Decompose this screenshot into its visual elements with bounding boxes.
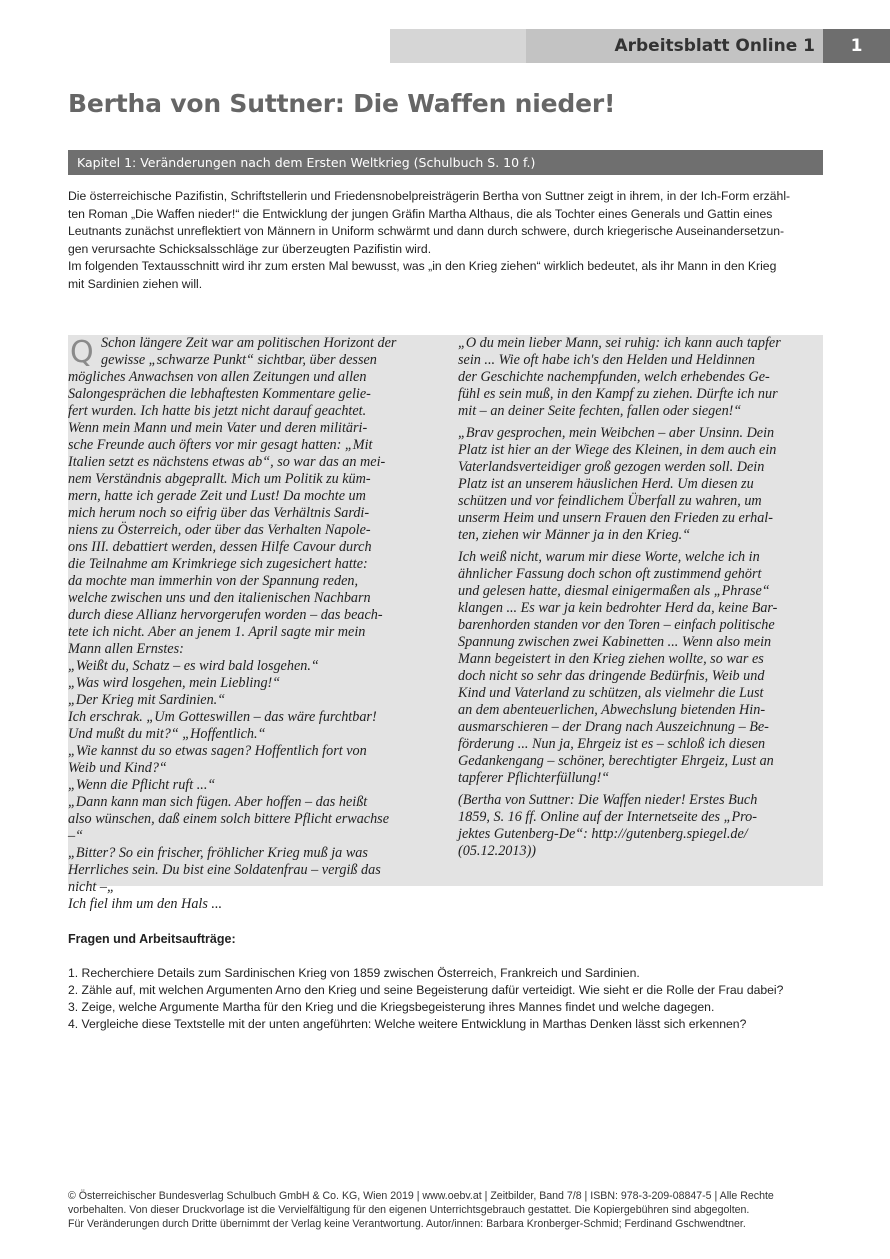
- quote-line: ähnlicher Fassung doch schon oft zustimmend gehört: [458, 566, 762, 582]
- quote-line: Spannung zwischen zwei Kabinetten ... Wenn also mein: [458, 634, 772, 650]
- dialogue-line: „Der Krieg mit Sardinien.“: [68, 692, 226, 708]
- quote-line: also wünschen, daß einem solch bittere Pflicht erwachse: [68, 811, 389, 827]
- quote-line: mit – an deiner Seite fechten, fallen oder siegen!“: [458, 403, 742, 419]
- quote-line: 1859, S. 16 ff. Online auf der Internetseite des „Pro-: [458, 809, 757, 825]
- question-item: 1. Recherchiere Details zum Sardinischen Krieg von 1859 zwischen Österreich, Frankreich und Sardinien.: [68, 966, 640, 980]
- quote-line: unserm Heim und unsern Frauen den Frieden zu erhal-: [458, 510, 773, 526]
- quote-line: Ich erschrak. „Um Gotteswillen – das wäre furchtbar!: [68, 709, 377, 725]
- questions-heading: Fragen und Arbeitsaufträge:: [68, 932, 236, 946]
- chapter-heading: Kapitel 1: Veränderungen nach dem Ersten Weltkrieg (Schulbuch S. 10 f.): [68, 150, 823, 175]
- quote-paragraph: [458, 549, 819, 787]
- quote-line: schützen und vor feindlichem Überfall zu wahren, um: [458, 493, 762, 509]
- intro-line: mit Sardinien ziehen will.: [68, 276, 203, 291]
- quote-line: Vaterlandsverteidiger groß gezogen werden soll. Dein: [458, 459, 765, 475]
- footer-line: © Österreichischer Bundesverlag Schulbuch GmbH & Co. KG, Wien 2019 | www.oebv.at | Zeitbilder, Band 7/8 | ISBN: 978-3-209-08847-5 | Alle Rechte: [68, 1190, 774, 1202]
- quote-line: Weib und Kind?“: [68, 760, 167, 776]
- quote-line: und gelesen hatte, diesmal einigermaßen als „Phrase“: [458, 583, 770, 599]
- quote-line: (Bertha von Suttner: Die Waffen nieder! Erstes Buch: [458, 792, 758, 808]
- source-quote-box: [68, 335, 823, 912]
- quote-line: klangen ... Es war ja kein bedrohter Herd da, keine Bar-: [458, 600, 778, 616]
- quote-column-left: [68, 335, 432, 913]
- quote-line: tete ich nicht. Aber an jenem 1. April sagte mir mein: [68, 624, 366, 640]
- quote-line: Italien setzt es nächstens etwas ab“, so war das an mei-: [68, 454, 386, 470]
- quote-drop-cap: Q: [70, 335, 94, 370]
- quote-line: welche zwischen uns und den italienischen Nachbarn: [68, 590, 371, 606]
- quote-line: barenhorden standen vor den Toren – einfach politische: [458, 617, 775, 633]
- quote-line: Gedankengang – schöner, berechtigter Ehrgeiz, Lust an: [458, 753, 774, 769]
- dialogue-line: [68, 794, 432, 845]
- quote-line: Herrliches sein. Du bist eine Soldatenfrau – vergiß das: [68, 862, 381, 878]
- intro-line: ten Roman „Die Waffen nieder!“ die Entwicklung der jungen Gräfin Martha Althaus, die als Tochter eines Generals und Gattin eines: [68, 206, 773, 221]
- intro-text: [68, 188, 823, 293]
- quote-line: fert wurden. Ich hatte bis jetzt nicht darauf geachtet.: [68, 403, 367, 419]
- quote-line: durch diese Allianz hervorgerufen worden – das beach-: [68, 607, 383, 623]
- intro-paragraph-1: [68, 188, 823, 258]
- quote-line: nem Verständnis abgeprallt. Mich um Politik zu küm-: [68, 471, 371, 487]
- quote-line: „O du mein lieber Mann, sei ruhig: ich kann auch tapfer: [458, 335, 781, 351]
- quote-column-right: [458, 335, 819, 865]
- question-item: 2. Zähle auf, mit welchen Argumenten Arno den Krieg und seine Begeisterung dafür verteidigt. Wie sieht er die Rolle der Frau dabei?: [68, 983, 784, 997]
- question-item: 3. Zeige, welche Argumente Martha für den Krieg und die Kriegsbegeisterung ihres Mannes findet und welche dagegen.: [68, 1000, 715, 1014]
- quote-line: niens zu Österreich, oder über das Verhalten Napole-: [68, 522, 371, 538]
- header-bar-light: [390, 29, 526, 63]
- quote-line: mern, hatte ich gerade Zeit und Lust! Da mochte um: [68, 488, 366, 504]
- page-number-badge: 1: [823, 29, 890, 63]
- page-title: Bertha von Suttner: Die Waffen nieder!: [68, 89, 616, 118]
- quote-citation: [458, 792, 819, 860]
- quote-line: mögliches Anwachsen von allen Zeitungen und allen: [68, 369, 367, 385]
- quote-line: Kind und Vaterland zu schützen, als vielmehr die Lust: [458, 685, 764, 701]
- quote-line: Ich fiel ihm um den Hals ...: [68, 896, 223, 912]
- quote-line: förderung ... Nun ja, Ehrgeiz ist es – schloß ich diesen: [458, 736, 766, 752]
- quote-line: –“: [68, 828, 83, 844]
- dialogue-line: [68, 743, 432, 777]
- dialogue-line: [68, 845, 432, 913]
- quote-line: ausmarschieren – der Drang nach Auszeichnung – Be-: [458, 719, 769, 735]
- intro-line: Die österreichische Pazifistin, Schriftstellerin und Friedensnobelpreisträgerin Bertha von Suttner zeigt in ihrem, in der Ich-Form erzähl-: [68, 189, 791, 203]
- quote-line: Salongesprächen die lebhaftesten Kommentare gelie-: [68, 386, 371, 402]
- quote-paragraph: [458, 425, 819, 544]
- footer-line: Für Veränderungen durch Dritte übernimmt der Verlag keine Verantwortung. Autor/innen: Barbara Kronberger-Schmid; Ferdinand Gschwendtner.: [68, 1218, 746, 1230]
- quote-line: mich herum noch so eifrig über das Verhältnis Sardi-: [68, 505, 370, 521]
- quote-paragraph: [458, 335, 819, 420]
- quote-line: tapferer Pflichterfüllung!“: [458, 770, 610, 786]
- quote-line: Platz ist hier an der Wiege des Kleinen, in dem auch ein: [458, 442, 777, 458]
- quote-opening-paragraph: [68, 335, 432, 658]
- copyright-footer: [68, 1189, 828, 1231]
- quote-line: an dem abenteuerlichen, Abwechslung bietenden Hin-: [458, 702, 766, 718]
- worksheet-label: Arbeitsblatt Online 1: [614, 36, 815, 56]
- quote-line: „Bitter? So ein frischer, fröhlicher Krieg muß ja was: [68, 845, 368, 861]
- dialogue-line: „Was wird losgehen, mein Liebling!“: [68, 675, 281, 691]
- dialogue-line: [68, 709, 432, 743]
- quote-line: ten, ziehen wir Männer ja in den Krieg.“: [458, 527, 691, 543]
- quote-line: die Teilnahme am Krimkriege sich zugesichert hatte:: [68, 556, 368, 572]
- quote-line: sein ... Wie oft habe ich's den Helden und Heldinnen: [458, 352, 755, 368]
- quote-line: Schon längere Zeit war am politischen Horizont der: [101, 335, 397, 351]
- quote-line: sche Freunde auch öfters vor mir gesagt hatten: „Mit: [68, 437, 373, 453]
- dialogue-line: „Wenn die Pflicht ruft ...“: [68, 777, 216, 793]
- quote-line: nicht –„: [68, 879, 115, 895]
- quote-line: „Brav gesprochen, mein Weibchen – aber Unsinn. Dein: [458, 425, 775, 441]
- quote-line: gewisse „schwarze Punkt“ sichtbar, über dessen: [101, 352, 377, 368]
- quote-line: Platz ist an unserem häuslichen Herd. Um diesen zu: [458, 476, 754, 492]
- quote-line: Ich weiß nicht, warum mir diese Worte, welche ich in: [458, 549, 760, 565]
- dialogue-line: „Weißt du, Schatz – es wird bald losgehen.“: [68, 658, 319, 674]
- intro-line: Im folgenden Textausschnitt wird ihr zum ersten Mal bewusst, was „in den Krieg ziehen“ wirklich bedeutet, als ihr Mann in den Krieg: [68, 259, 777, 273]
- question-item: 4. Vergleiche diese Textstelle mit der unten angeführten: Welche weitere Entwicklung in Marthas Denken lässt sich erkennen?: [68, 1017, 747, 1031]
- footer-line: vorbehalten. Von dieser Druckvorlage ist die Vervielfältigung für den eigenen Unterrichtsgebrauch gestattet. Die Kopiergebühren sind abgegolten.: [68, 1204, 750, 1216]
- quote-line: der Geschichte nachempfunden, welch erhebendes Ge-: [458, 369, 770, 385]
- quote-line: jektes Gutenberg-De“: http://gutenberg.spiegel.de/: [458, 826, 748, 842]
- quote-line: da mochte man immerhin von der Spannung reden,: [68, 573, 359, 589]
- questions-list: [68, 965, 828, 1033]
- quote-line: „Wie kannst du so etwas sagen? Hoffentlich fort von: [68, 743, 367, 759]
- quote-line: Mann allen Ernstes:: [68, 641, 184, 657]
- quote-line: doch nicht so sehr das dringende Bedürfnis, Weib und: [458, 668, 765, 684]
- intro-paragraph-2: [68, 258, 823, 293]
- quote-line: Und mußt du mit?“ „Hoffentlich.“: [68, 726, 266, 742]
- intro-line: Leutnants zunächst unreflektiert von Männern in Uniform schwärmt und dann durch schwere, durch kriegerische Auseinandersetzun-: [68, 224, 785, 238]
- quote-line: Wenn mein Mann und mein Vater und deren militäri-: [68, 420, 368, 436]
- quote-line: (05.12.2013)): [458, 843, 537, 859]
- quote-line: fühl es sein muß, in den Kampf zu ziehen. Dürfte ich nur: [458, 386, 778, 402]
- quote-line: „Dann kann man sich fügen. Aber hoffen – das heißt: [68, 794, 368, 810]
- quote-line: Mann begeistert in den Krieg ziehen wollte, so war es: [458, 651, 764, 667]
- intro-line: gen verursachte Schicksalsschläge zur überzeugten Pazifistin wird.: [68, 241, 432, 256]
- quote-line: ons III. debattiert werden, dessen Hilfe Cavour durch: [68, 539, 372, 555]
